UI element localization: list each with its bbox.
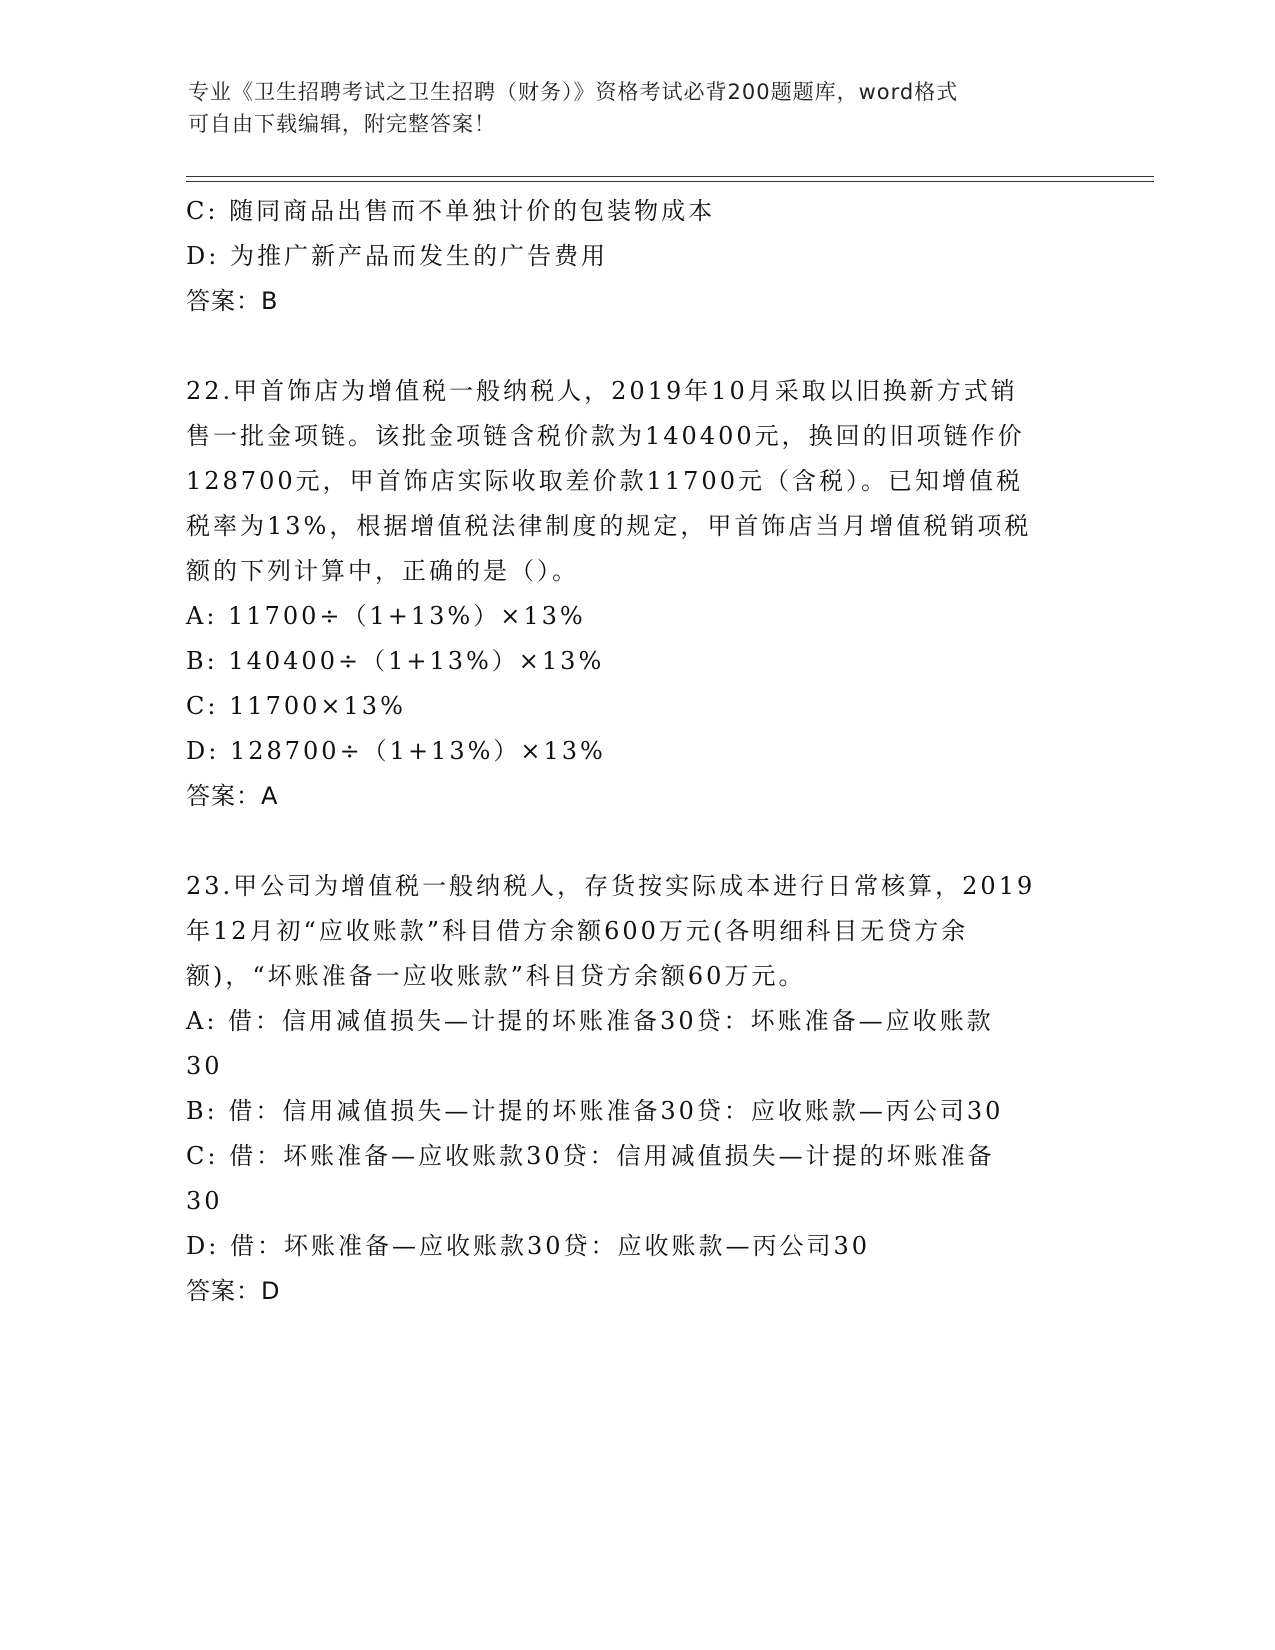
header-line-2: 可自由下载编辑，附完整答案！ [188, 112, 496, 136]
document-header [188, 76, 1068, 140]
header-line-1: 专业《卫生招聘考试之卫生招聘（财务）》资格考试必背200题题库，word格式 [188, 80, 959, 104]
document-body [186, 189, 1086, 1314]
option-c: C: 11700×13% [186, 692, 406, 720]
option-c: C: 借：坏账准备—应收账款30贷：信用减值损失—计提的坏账准备 [186, 1142, 995, 1170]
header-divider-bottom [186, 181, 1154, 182]
question-stem-line: 23.甲公司为增值税一般纳税人，存货按实际成本进行日常核算，2019 [186, 872, 1036, 900]
option-a-continuation: 30 [186, 1052, 223, 1080]
option-b: B: 借：信用减值损失—计提的坏账准备30贷：应收账款—丙公司30 [186, 1097, 1004, 1125]
option-d: D: 借：坏账准备—应收账款30贷：应收账款—丙公司30 [186, 1232, 871, 1260]
header-divider-top [186, 176, 1154, 177]
question-stem-line: 22.甲首饰店为增值税一般纳税人，2019年10月采取以旧换新方式销 [186, 377, 1018, 405]
answer-label: 答案：B [186, 287, 279, 315]
spacer [186, 819, 1086, 864]
option-a: A: 11700÷（1+13%）×13% [186, 602, 586, 630]
question-23 [186, 864, 1086, 1314]
question-stem-line: 年12月初“应收账款”科目借方余额600万元(各明细科目无贷方余 [186, 917, 969, 945]
answer-label: 答案：D [186, 1277, 281, 1305]
question-stem-line: 额)，“坏账准备一应收账款”科目贷方余额60万元。 [186, 962, 806, 990]
question-21-continuation [186, 189, 1086, 324]
option-c-continuation: 30 [186, 1187, 223, 1215]
option-d: D: 为推广新产品而发生的广告费用 [186, 242, 608, 270]
spacer [186, 324, 1086, 369]
question-stem-line: 128700元，甲首饰店实际收取差价款11700元（含税）。已知增值税 [186, 467, 1023, 495]
question-stem-line: 税率为13%，根据增值税法律制度的规定，甲首饰店当月增值税销项税 [186, 512, 1032, 540]
option-b: B: 140400÷（1+13%）×13% [186, 647, 605, 675]
option-a: A: 借：信用减值损失—计提的坏账准备30贷：坏账准备—应收账款 [186, 1007, 994, 1035]
option-d: D: 128700÷（1+13%）×13% [186, 737, 606, 765]
option-c: C: 随同商品出售而不单独计价的包装物成本 [186, 197, 716, 225]
question-stem-line: 售一批金项链。该批金项链含税价款为140400元，换回的旧项链作价 [186, 422, 1025, 450]
question-22 [186, 369, 1086, 819]
question-stem-line: 额的下列计算中，正确的是（）。 [186, 557, 579, 585]
answer-label: 答案：A [186, 782, 279, 810]
